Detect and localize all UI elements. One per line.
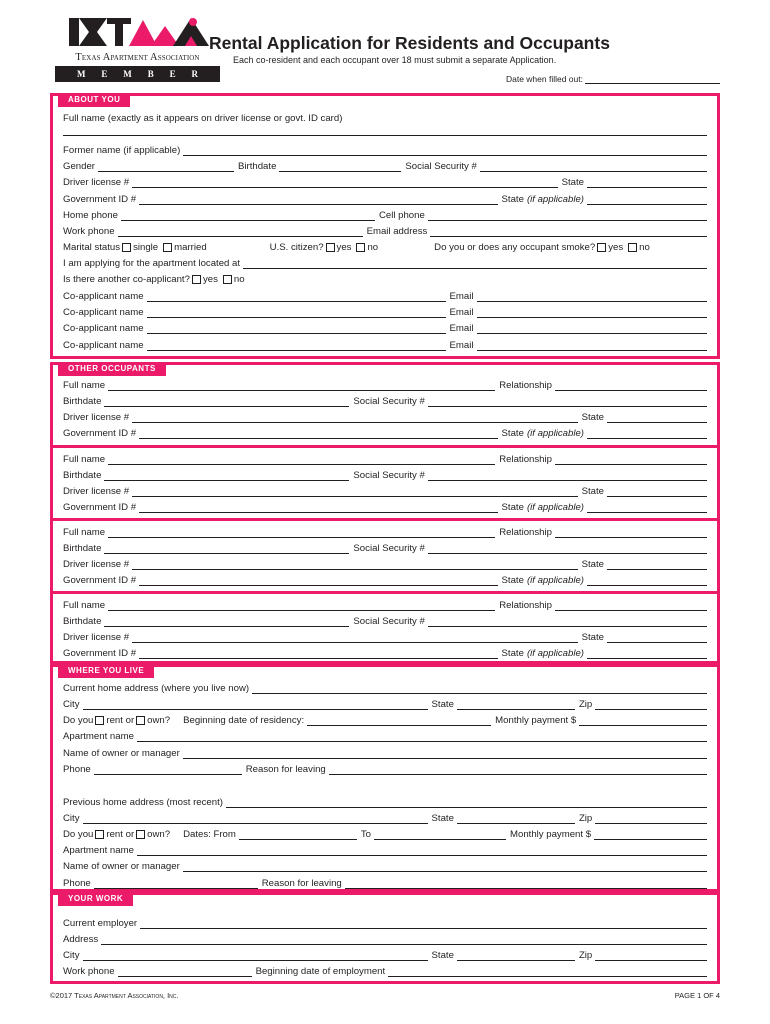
coapplicant-name-field[interactable] bbox=[147, 342, 446, 351]
birthdate-field[interactable] bbox=[104, 472, 349, 481]
coapplicant-email-field[interactable] bbox=[477, 293, 707, 302]
owner-manager-row bbox=[63, 747, 707, 759]
coapplicant-no-checkbox[interactable] bbox=[223, 275, 232, 284]
state-label: State bbox=[581, 632, 604, 643]
former-name-field[interactable] bbox=[183, 147, 707, 156]
phone-field[interactable] bbox=[94, 766, 242, 775]
occupant-name-label: Full name bbox=[63, 454, 106, 465]
government-id-row bbox=[63, 193, 707, 205]
us-citizen-label: U.S. citizen? bbox=[269, 242, 324, 253]
current-address-field[interactable] bbox=[252, 685, 707, 694]
zip-label: Zip bbox=[578, 813, 593, 824]
own-label: own? bbox=[147, 715, 171, 726]
where-you-live-section bbox=[50, 664, 720, 892]
occupant-name-row bbox=[63, 526, 707, 538]
citizen-no-label: no bbox=[367, 242, 379, 253]
copyright: ©2017 Texas Apartment Association, Inc. bbox=[50, 991, 179, 1000]
coapplicant-email-field[interactable] bbox=[477, 325, 707, 334]
reason-leaving-field[interactable] bbox=[329, 766, 707, 775]
zip-field[interactable] bbox=[595, 701, 707, 710]
coapplicant-name-label: Co-applicant name bbox=[63, 323, 144, 334]
gid-state-field[interactable] bbox=[587, 196, 707, 205]
coapplicant-name-field[interactable] bbox=[147, 325, 446, 334]
state-field[interactable] bbox=[587, 577, 707, 586]
work-phone-field[interactable] bbox=[118, 968, 252, 977]
driver-license-label: Driver license # bbox=[63, 632, 130, 643]
monthly-payment-label: Monthly payment $ bbox=[495, 715, 577, 726]
birthdate-field[interactable] bbox=[279, 163, 401, 172]
occupant-name-row bbox=[63, 453, 707, 465]
phone-label: Phone bbox=[63, 764, 91, 775]
occupant-birthdate-row bbox=[63, 542, 707, 554]
driver-license-label: Driver license # bbox=[63, 559, 130, 570]
state-field[interactable] bbox=[587, 650, 707, 659]
occupant-birthdate-row bbox=[63, 395, 707, 407]
section-label: YOUR WORK bbox=[58, 892, 133, 906]
work-address-field[interactable] bbox=[101, 936, 707, 945]
former-name-label: Former name (if applicable) bbox=[63, 145, 181, 156]
applying-row bbox=[63, 257, 707, 269]
rent-or-label: rent or bbox=[106, 715, 135, 726]
citizen-yes-checkbox[interactable] bbox=[326, 243, 335, 252]
occupant-dl-row bbox=[63, 485, 707, 497]
state-field[interactable] bbox=[607, 414, 707, 423]
zip-field[interactable] bbox=[595, 952, 707, 961]
apartment-name-label: Apartment name bbox=[63, 731, 134, 742]
rent-or-label: rent or bbox=[106, 829, 135, 840]
occupant-dl-row bbox=[63, 631, 707, 643]
relationship-field[interactable] bbox=[555, 456, 707, 465]
government-id-label: Government ID # bbox=[63, 575, 137, 586]
dates-to-field[interactable] bbox=[374, 831, 506, 840]
if-applicable-note: (if applicable) bbox=[526, 428, 584, 439]
reason-leaving-field[interactable] bbox=[345, 880, 707, 889]
member-letter: B bbox=[147, 69, 154, 79]
birthdate-label: Birthdate bbox=[63, 396, 102, 407]
former-name-row bbox=[63, 144, 707, 156]
member-letter: E bbox=[101, 69, 108, 79]
ssn-field[interactable] bbox=[428, 472, 707, 481]
gender-field[interactable] bbox=[98, 163, 234, 172]
driver-license-field[interactable] bbox=[132, 179, 557, 188]
page-number: PAGE 1 OF 4 bbox=[674, 991, 720, 1000]
own-checkbox[interactable] bbox=[136, 716, 145, 725]
coapplicant-row bbox=[63, 290, 707, 302]
single-checkbox[interactable] bbox=[122, 243, 131, 252]
state-field[interactable] bbox=[457, 952, 575, 961]
current-address-label: Current home address (where you live now) bbox=[63, 683, 250, 694]
other-occupants-section bbox=[50, 362, 720, 664]
zip-field[interactable] bbox=[595, 815, 707, 824]
coapplicant-name-field[interactable] bbox=[147, 293, 446, 302]
gender-row bbox=[63, 160, 707, 172]
state-label: State bbox=[501, 428, 524, 439]
residency-row bbox=[63, 714, 707, 726]
occupant-name-row bbox=[63, 379, 707, 391]
coapplicant-name-label: Co-applicant name bbox=[63, 307, 144, 318]
home-phone-field[interactable] bbox=[121, 212, 375, 221]
single-label: single bbox=[133, 242, 159, 253]
ssn-label: Social Security # bbox=[353, 543, 425, 554]
occupant-divider bbox=[50, 445, 720, 448]
occupant-name-label: Full name bbox=[63, 527, 106, 538]
occupant-birthdate-row bbox=[63, 615, 707, 627]
birthdate-label: Birthdate bbox=[238, 161, 277, 172]
birthdate-field[interactable] bbox=[104, 618, 349, 627]
rent-checkbox[interactable] bbox=[95, 716, 104, 725]
if-applicable-note: (if applicable) bbox=[526, 194, 584, 205]
city-label: City bbox=[63, 813, 80, 824]
ssn-label: Social Security # bbox=[353, 616, 425, 627]
if-applicable-note: (if applicable) bbox=[526, 648, 584, 659]
government-id-field[interactable] bbox=[139, 504, 497, 513]
driver-license-field[interactable] bbox=[132, 634, 577, 643]
city-label: City bbox=[63, 950, 80, 961]
coapplicant-email-label: Email bbox=[449, 340, 474, 351]
apartment-name-label: Apartment name bbox=[63, 845, 134, 856]
occupant-name-label: Full name bbox=[63, 600, 106, 611]
phone-label: Phone bbox=[63, 878, 91, 889]
phone-row bbox=[63, 763, 707, 775]
home-phone-label: Home phone bbox=[63, 210, 118, 221]
smoke-no-checkbox[interactable] bbox=[628, 243, 637, 252]
member-letter: M bbox=[76, 69, 86, 79]
coapplicant-name-label: Co-applicant name bbox=[63, 291, 144, 302]
smoke-no-label: no bbox=[639, 242, 650, 253]
apartment-name-field[interactable] bbox=[137, 733, 707, 742]
another-coapplicant-row bbox=[63, 273, 707, 285]
member-letter: E bbox=[169, 69, 176, 79]
occupant-birthdate-row bbox=[63, 469, 707, 481]
beginning-date-label: Beginning date of residency: bbox=[183, 715, 305, 726]
occupant-name-field[interactable] bbox=[108, 602, 495, 611]
gender-label: Gender bbox=[63, 161, 95, 172]
ssn-label: Social Security # bbox=[353, 470, 425, 481]
birthdate-field[interactable] bbox=[104, 398, 349, 407]
work-phone-row bbox=[63, 225, 707, 237]
apartment-name-row bbox=[63, 730, 707, 742]
current-employer-field[interactable] bbox=[140, 920, 707, 929]
employment-date-label: Beginning date of employment bbox=[255, 966, 386, 977]
full-name-field[interactable] bbox=[63, 135, 707, 136]
dates-from-label: Dates: From bbox=[183, 829, 236, 840]
occupant-gid-row bbox=[63, 574, 707, 586]
cell-phone-field[interactable] bbox=[428, 212, 707, 221]
smoke-yes-checkbox[interactable] bbox=[597, 243, 606, 252]
citizen-yes-label: yes bbox=[336, 242, 352, 253]
state-label: State bbox=[501, 194, 524, 205]
work-phone-field[interactable] bbox=[118, 228, 363, 237]
relationship-label: Relationship bbox=[499, 527, 552, 538]
taa-logo-icon bbox=[67, 16, 215, 50]
monthly-payment-field[interactable] bbox=[594, 831, 707, 840]
occupant-name-row bbox=[63, 599, 707, 611]
occupant-divider bbox=[50, 591, 720, 594]
city-row bbox=[63, 698, 707, 710]
zip-label: Zip bbox=[578, 699, 593, 710]
occupant-name-label: Full name bbox=[63, 380, 106, 391]
coapplicant-no-label: no bbox=[233, 274, 245, 285]
owner-manager-label: Name of owner or manager bbox=[63, 748, 180, 759]
work-address-label: Address bbox=[63, 934, 99, 945]
state-field[interactable] bbox=[457, 701, 575, 710]
government-id-field[interactable] bbox=[139, 430, 497, 439]
driver-license-field[interactable] bbox=[132, 561, 577, 570]
coapplicant-email-field[interactable] bbox=[477, 309, 707, 318]
coapplicant-row bbox=[63, 322, 707, 334]
government-id-label: Government ID # bbox=[63, 428, 137, 439]
city-label: City bbox=[63, 699, 80, 710]
city-field[interactable] bbox=[83, 815, 428, 824]
city-field[interactable] bbox=[83, 952, 428, 961]
birthdate-label: Birthdate bbox=[63, 616, 102, 627]
home-phone-row bbox=[63, 209, 707, 221]
coapplicant-name-label: Co-applicant name bbox=[63, 340, 144, 351]
employment-date-field[interactable] bbox=[388, 968, 707, 977]
occupant-gid-row bbox=[63, 427, 707, 439]
member-letter: M bbox=[123, 69, 132, 79]
apartment-name-field[interactable] bbox=[137, 847, 707, 856]
reason-leaving-label: Reason for leaving bbox=[261, 878, 342, 889]
if-applicable-note: (if applicable) bbox=[526, 575, 584, 586]
own-checkbox[interactable] bbox=[136, 830, 145, 839]
page-title: Rental Application for Residents and Occupants bbox=[209, 33, 610, 53]
driver-license-label: Driver license # bbox=[63, 177, 130, 188]
ssn-field[interactable] bbox=[428, 545, 707, 554]
applying-label: I am applying for the apartment located at bbox=[63, 258, 241, 269]
state-label: State bbox=[581, 486, 604, 497]
relationship-label: Relationship bbox=[499, 600, 552, 611]
state-label: State bbox=[501, 648, 524, 659]
ssn-field[interactable] bbox=[428, 398, 707, 407]
married-label: married bbox=[174, 242, 207, 253]
full-name-row bbox=[63, 112, 707, 124]
work-address-row bbox=[63, 933, 707, 945]
work-phone-label: Work phone bbox=[63, 966, 115, 977]
citizen-no-checkbox[interactable] bbox=[356, 243, 365, 252]
state-field[interactable] bbox=[457, 815, 575, 824]
beginning-date-field[interactable] bbox=[307, 717, 491, 726]
state-field[interactable] bbox=[587, 430, 707, 439]
state-label: State bbox=[561, 177, 584, 188]
state-field[interactable] bbox=[607, 488, 707, 497]
coapplicant-name-field[interactable] bbox=[147, 309, 446, 318]
if-applicable-note: (if applicable) bbox=[526, 502, 584, 513]
reason-leaving-label: Reason for leaving bbox=[245, 764, 326, 775]
smoke-label: Do you or does any occupant smoke? bbox=[434, 242, 596, 253]
previous-address-label: Previous home address (most recent) bbox=[63, 797, 223, 808]
relationship-label: Relationship bbox=[499, 454, 552, 465]
coapplicant-email-label: Email bbox=[449, 323, 474, 334]
date-filled-field[interactable] bbox=[585, 75, 720, 84]
date-filled-label: Date when filled out: bbox=[505, 74, 583, 84]
previous-address-row bbox=[63, 796, 707, 808]
state-label: State bbox=[431, 950, 454, 961]
employer-row bbox=[63, 917, 707, 929]
relationship-field[interactable] bbox=[555, 382, 707, 391]
association-name: Texas Apartment Association bbox=[75, 52, 200, 63]
state-label: State bbox=[581, 559, 604, 570]
taa-logo bbox=[55, 16, 220, 96]
occupant-name-field[interactable] bbox=[108, 529, 495, 538]
state-label: State bbox=[431, 699, 454, 710]
owner-manager-row bbox=[63, 860, 707, 872]
birthdate-field[interactable] bbox=[104, 545, 349, 554]
member-bar bbox=[55, 66, 220, 82]
current-address-row bbox=[63, 682, 707, 694]
dl-state-field[interactable] bbox=[587, 179, 707, 188]
section-label: ABOUT YOU bbox=[58, 93, 130, 107]
birthdate-label: Birthdate bbox=[63, 470, 102, 481]
work-phone-row bbox=[63, 965, 707, 977]
city-field[interactable] bbox=[83, 701, 428, 710]
rent-checkbox[interactable] bbox=[95, 830, 104, 839]
coapplicant-email-label: Email bbox=[449, 307, 474, 318]
government-id-label: Government ID # bbox=[63, 194, 137, 205]
section-label: OTHER OCCUPANTS bbox=[58, 362, 166, 376]
email-address-label: Email address bbox=[366, 226, 428, 237]
previous-residency-row bbox=[63, 828, 707, 840]
married-checkbox[interactable] bbox=[163, 243, 172, 252]
city-row bbox=[63, 812, 707, 824]
coapplicant-yes-checkbox[interactable] bbox=[192, 275, 201, 284]
occupant-divider bbox=[50, 518, 720, 521]
government-id-field[interactable] bbox=[139, 196, 497, 205]
coapplicant-row bbox=[63, 306, 707, 318]
owner-manager-field[interactable] bbox=[183, 863, 707, 872]
ssn-label: Social Security # bbox=[405, 161, 477, 172]
page-subtitle: Each co-resident and each occupant over 18 must submit a separate Application. bbox=[233, 55, 557, 65]
own-label: own? bbox=[147, 829, 171, 840]
state-label: State bbox=[431, 813, 454, 824]
ssn-field[interactable] bbox=[428, 618, 707, 627]
state-label: State bbox=[581, 412, 604, 423]
government-id-label: Government ID # bbox=[63, 502, 137, 513]
government-id-field[interactable] bbox=[139, 577, 497, 586]
occupant-gid-row bbox=[63, 501, 707, 513]
work-phone-label: Work phone bbox=[63, 226, 115, 237]
coapplicant-yes-label: yes bbox=[202, 274, 218, 285]
marital-status-label: Marital status bbox=[63, 242, 121, 253]
monthly-payment-label: Monthly payment $ bbox=[510, 829, 592, 840]
marital-row bbox=[63, 241, 707, 253]
state-field[interactable] bbox=[607, 561, 707, 570]
phone-field[interactable] bbox=[94, 880, 258, 889]
birthdate-label: Birthdate bbox=[63, 543, 102, 554]
driver-license-field[interactable] bbox=[132, 488, 577, 497]
owner-manager-label: Name of owner or manager bbox=[63, 861, 180, 872]
zip-label: Zip bbox=[578, 950, 593, 961]
email-address-field[interactable] bbox=[430, 228, 707, 237]
cell-phone-label: Cell phone bbox=[378, 210, 425, 221]
state-field[interactable] bbox=[607, 634, 707, 643]
member-letter: R bbox=[191, 69, 199, 79]
work-city-row bbox=[63, 949, 707, 961]
relationship-field[interactable] bbox=[555, 602, 707, 611]
relationship-label: Relationship bbox=[499, 380, 552, 391]
apartment-address-field[interactable] bbox=[243, 260, 707, 269]
state-label: State bbox=[501, 502, 524, 513]
government-id-field[interactable] bbox=[139, 650, 497, 659]
full-name-label: Full name (exactly as it appears on driver license or govt. ID card) bbox=[63, 113, 343, 124]
dates-from-field[interactable] bbox=[239, 831, 357, 840]
do-you-label: Do you bbox=[63, 715, 94, 726]
section-label: WHERE YOU LIVE bbox=[58, 664, 154, 678]
smoke-yes-label: yes bbox=[608, 242, 624, 253]
government-id-label: Government ID # bbox=[63, 648, 137, 659]
driver-license-label: Driver license # bbox=[63, 412, 130, 423]
your-work-section bbox=[50, 892, 720, 984]
ssn-label: Social Security # bbox=[353, 396, 425, 407]
another-coapplicant-label: Is there another co-applicant? bbox=[63, 274, 190, 285]
previous-address-field[interactable] bbox=[226, 799, 707, 808]
about-you-section bbox=[50, 93, 720, 359]
coapplicant-email-field[interactable] bbox=[477, 342, 707, 351]
coapplicant-row bbox=[63, 339, 707, 351]
relationship-field[interactable] bbox=[555, 529, 707, 538]
coapplicant-email-label: Email bbox=[449, 291, 474, 302]
dates-to-label: To bbox=[360, 829, 371, 840]
occupant-name-field[interactable] bbox=[108, 382, 495, 391]
state-label: State bbox=[501, 575, 524, 586]
ssn-field[interactable] bbox=[480, 163, 707, 172]
occupant-dl-row bbox=[63, 558, 707, 570]
current-employer-label: Current employer bbox=[63, 918, 138, 929]
occupant-dl-row bbox=[63, 411, 707, 423]
apartment-name-row bbox=[63, 844, 707, 856]
phone-row bbox=[63, 877, 707, 889]
do-you-label: Do you bbox=[63, 829, 94, 840]
owner-manager-field[interactable] bbox=[183, 750, 707, 759]
monthly-payment-field[interactable] bbox=[579, 717, 707, 726]
state-field[interactable] bbox=[587, 504, 707, 513]
occupant-name-field[interactable] bbox=[108, 456, 495, 465]
occupant-gid-row bbox=[63, 647, 707, 659]
driver-license-row bbox=[63, 176, 707, 188]
date-filled-row bbox=[506, 74, 720, 84]
driver-license-label: Driver license # bbox=[63, 486, 130, 497]
driver-license-field[interactable] bbox=[132, 414, 577, 423]
